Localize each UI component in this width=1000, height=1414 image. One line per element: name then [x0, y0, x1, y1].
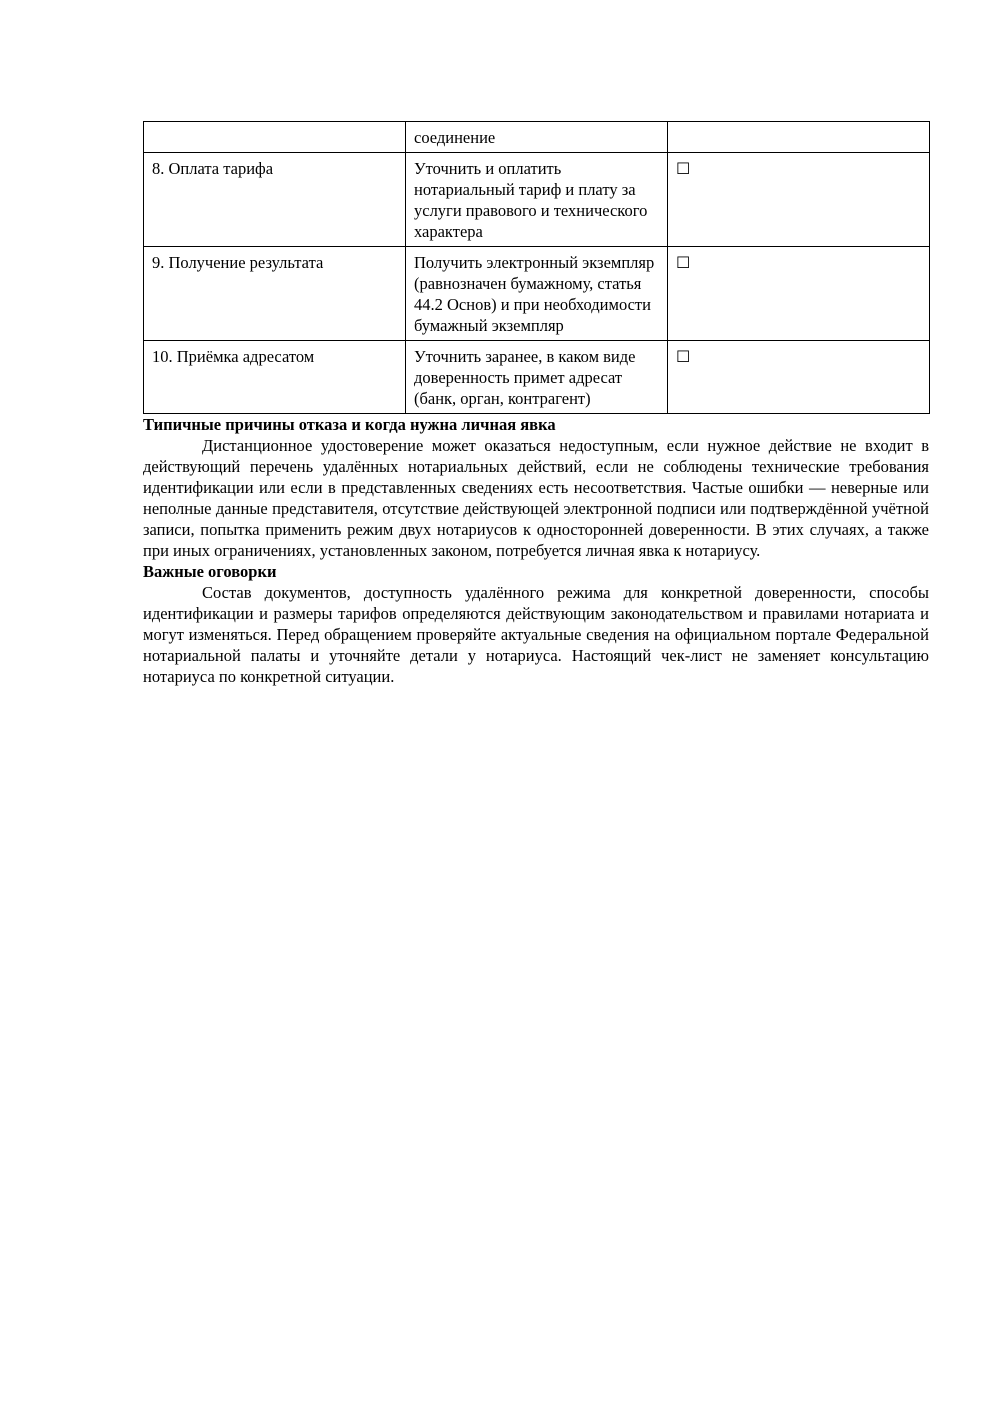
step-cell: [144, 247, 406, 341]
mark-cell: [668, 247, 930, 341]
step-label: 10. Приёмка адресатом: [152, 347, 315, 366]
action-cell: [406, 153, 668, 247]
table-row: [144, 122, 930, 153]
table-row: [144, 153, 930, 247]
action-cell: [406, 341, 668, 414]
document-page: [143, 121, 929, 687]
step-cell: [144, 122, 406, 153]
action-cell: [406, 247, 668, 341]
step-label: 9. Получение результата: [152, 253, 324, 272]
mark-cell: [668, 122, 930, 153]
action-text: соединение: [414, 128, 496, 147]
table-row: [144, 247, 930, 341]
action-text: Получить электронный экземпляр (равнозначен бумажному, статья 44.2 Основ) и при необходимости бумажный экземпляр: [414, 253, 655, 335]
mark-cell: [668, 153, 930, 247]
action-text: Уточнить заранее, в каком виде доверенность примет адресат (банк, орган, контрагент): [414, 347, 636, 408]
section-heading-important-notes: Важные оговорки: [143, 562, 277, 581]
checkbox-icon[interactable]: ☐: [676, 159, 691, 178]
checkbox-icon[interactable]: ☐: [676, 347, 691, 366]
action-cell: [406, 122, 668, 153]
table-row: [144, 341, 930, 414]
mark-cell: [668, 341, 930, 414]
section-heading-refusal-reasons: Типичные причины отказа и когда нужна личная явка: [143, 415, 556, 434]
step-cell: [144, 341, 406, 414]
step-cell: [144, 153, 406, 247]
checklist-table: [143, 121, 930, 414]
step-label: 8. Оплата тарифа: [152, 159, 274, 178]
action-text: Уточнить и оплатить нотариальный тариф и плату за услуги правового и технического характера: [414, 159, 648, 241]
important-notes-paragraph: Состав документов, доступность удалённого режима для конкретной доверенности, способы идентификации и размеры тарифов определяются действующим законодательством и правилами нотариата и могут изменяться. Перед обращением проверяйте актуальные сведения на официальном портале Федеральной нотариальной палаты и уточняйте детали у нотариуса. Настоящий чек-лист не заменяет консультацию нотариуса по конкретной ситуации.: [143, 583, 929, 686]
checkbox-icon[interactable]: ☐: [676, 253, 691, 272]
refusal-reasons-paragraph: Дистанционное удостоверение может оказаться недоступным, если нужное действие не входит в действующий перечень удалённых нотариальных действий, если не соблюдены технические требования идентификации или если в представленных сведениях есть несоответствия. Частые ошибки — неверные или неполные данные представителя, отсутствие действующей электронной подписи или подтверждённой учётной записи, попытка применить режим двух нотариусов к односторонней доверенности. В этих случаях, а также при иных ограничениях, установленных законом, потребуется личная явка к нотариусу.: [143, 436, 929, 560]
